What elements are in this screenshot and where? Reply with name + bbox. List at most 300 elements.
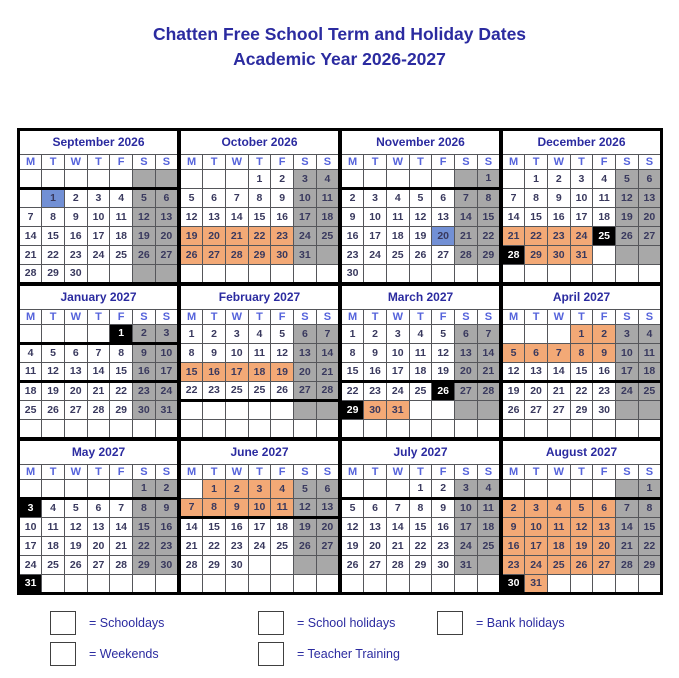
week-row [341,207,500,226]
date-cell [593,419,616,438]
date-cell [364,169,387,188]
legend [17,611,663,675]
date-cell: 1 [638,479,661,498]
page-title-line1: Chatten Free School Term and Holiday Dates [152,24,527,44]
date-cell [502,169,525,188]
month-header-row [180,130,339,154]
date-cell: 18 [271,517,294,536]
date-cell: 31 [294,245,317,264]
date-cell: 13 [294,343,317,362]
day-header: S [616,154,639,169]
day-header: T [364,464,387,479]
week-row [19,324,178,343]
date-cell: 13 [203,207,226,226]
week-row [19,574,178,593]
date-cell: 30 [502,574,525,593]
day-header: T [364,154,387,169]
day-header-row [502,309,661,324]
week-row [180,169,339,188]
date-cell: 20 [64,381,87,400]
date-cell [271,419,294,438]
day-header: M [502,309,525,324]
week-row [502,362,661,381]
date-cell: 5 [502,343,525,362]
date-cell: 20 [155,226,178,245]
date-cell: 24 [386,381,409,400]
date-cell [64,324,87,343]
date-cell: 22 [42,245,65,264]
date-cell: 6 [593,498,616,517]
date-cell: 23 [271,226,294,245]
date-cell: 5 [133,188,156,207]
date-cell: 11 [386,207,409,226]
day-header-row [341,309,500,324]
date-cell: 2 [547,169,570,188]
date-cell [502,419,525,438]
date-cell [19,324,42,343]
date-cell: 9 [203,343,226,362]
day-header: W [547,464,570,479]
date-cell [386,264,409,283]
date-cell: 29 [638,555,661,574]
date-cell [477,574,500,593]
month-title: March 2027 [341,285,500,309]
day-header: T [248,309,271,324]
date-cell [271,574,294,593]
date-cell: 9 [271,188,294,207]
date-cell: 26 [42,400,65,419]
week-row [502,207,661,226]
date-cell: 30 [64,264,87,283]
date-cell [386,419,409,438]
date-cell: 15 [110,362,133,381]
date-cell: 4 [477,479,500,498]
date-cell: 29 [203,555,226,574]
date-cell: 27 [432,245,455,264]
date-cell [110,169,133,188]
date-cell: 26 [133,245,156,264]
date-cell: 29 [409,555,432,574]
date-cell: 11 [477,498,500,517]
school-holiday-swatch [258,611,284,635]
month-title: October 2026 [180,130,339,154]
date-cell: 18 [638,362,661,381]
date-cell [87,169,110,188]
date-cell: 17 [225,362,248,381]
date-cell: 7 [180,498,203,517]
week-row [502,574,661,593]
date-cell: 28 [455,245,478,264]
bank-holiday-swatch [437,611,463,635]
week-row [180,343,339,362]
date-cell: 23 [502,555,525,574]
date-cell [19,188,42,207]
week-row [502,517,661,536]
date-cell [180,169,203,188]
date-cell: 14 [110,517,133,536]
day-header: T [364,309,387,324]
date-cell: 1 [409,479,432,498]
date-cell: 9 [593,343,616,362]
date-cell: 23 [432,536,455,555]
date-cell: 8 [525,188,548,207]
date-cell: 6 [87,498,110,517]
date-cell: 12 [271,343,294,362]
week-row [341,169,500,188]
day-header: F [593,309,616,324]
day-header: T [570,154,593,169]
date-cell [364,264,387,283]
date-cell: 13 [638,188,661,207]
month-july-2027 [340,439,501,594]
date-cell: 30 [225,555,248,574]
day-header: S [133,154,156,169]
month-header-row [19,285,178,309]
date-cell: 26 [180,245,203,264]
date-cell [316,419,339,438]
date-cell [248,264,271,283]
date-cell: 27 [87,555,110,574]
date-cell [294,419,317,438]
week-row [180,419,339,438]
date-cell: 24 [364,245,387,264]
day-header: S [294,154,317,169]
date-cell: 29 [42,264,65,283]
day-header-row [341,154,500,169]
date-cell: 12 [294,498,317,517]
date-cell: 3 [525,498,548,517]
date-cell: 10 [364,207,387,226]
date-cell: 31 [525,574,548,593]
date-cell: 25 [409,381,432,400]
date-cell: 20 [525,381,548,400]
week-row [502,226,661,245]
date-cell: 2 [155,479,178,498]
day-header: S [294,309,317,324]
date-cell: 15 [525,207,548,226]
date-cell: 15 [409,517,432,536]
date-cell: 4 [19,343,42,362]
week-row [180,381,339,400]
date-cell: 6 [294,324,317,343]
date-cell [547,479,570,498]
week-row [19,188,178,207]
week-row [180,574,339,593]
date-cell: 2 [203,324,226,343]
day-header: W [64,309,87,324]
day-header: F [432,154,455,169]
date-cell: 4 [110,188,133,207]
date-cell: 22 [341,381,364,400]
date-cell: 11 [248,343,271,362]
date-cell [525,479,548,498]
date-cell: 16 [502,536,525,555]
day-header-row [180,309,339,324]
date-cell [455,574,478,593]
date-cell: 29 [133,555,156,574]
date-cell: 5 [409,188,432,207]
date-cell: 22 [133,536,156,555]
date-cell: 4 [409,324,432,343]
week-row [19,343,178,362]
date-cell [42,479,65,498]
legend-item-weekends [50,642,159,666]
date-cell: 7 [386,498,409,517]
day-header: F [593,154,616,169]
date-cell [316,264,339,283]
week-row [19,207,178,226]
legend-label: = Bank holidays [476,616,565,630]
week-row [502,381,661,400]
date-cell: 11 [110,207,133,226]
date-cell: 13 [64,362,87,381]
day-header: M [341,309,364,324]
date-cell: 25 [477,536,500,555]
day-header: S [477,154,500,169]
week-row [19,226,178,245]
date-cell: 21 [110,536,133,555]
day-header: W [64,464,87,479]
week-row [502,419,661,438]
day-header: S [638,464,661,479]
date-cell: 5 [432,324,455,343]
date-cell: 1 [203,479,226,498]
day-header: T [525,309,548,324]
date-cell [225,264,248,283]
date-cell [271,400,294,419]
date-cell: 19 [616,207,639,226]
date-cell: 12 [341,517,364,536]
date-cell [87,264,110,283]
week-row [502,498,661,517]
month-january-2027 [18,284,179,439]
week-row [502,245,661,264]
date-cell: 12 [432,343,455,362]
date-cell: 10 [19,517,42,536]
date-cell: 18 [42,536,65,555]
date-cell: 21 [87,381,110,400]
date-cell [570,264,593,283]
date-cell: 27 [64,400,87,419]
date-cell: 19 [294,517,317,536]
date-cell: 26 [341,555,364,574]
date-cell: 2 [502,498,525,517]
day-header-row [341,464,500,479]
date-cell: 7 [87,343,110,362]
date-cell: 3 [386,324,409,343]
date-cell: 30 [432,555,455,574]
date-cell: 12 [502,362,525,381]
date-cell [203,264,226,283]
date-cell [155,169,178,188]
date-cell: 5 [271,324,294,343]
day-header: M [180,309,203,324]
date-cell [248,419,271,438]
month-header-row [180,440,339,464]
day-header: M [341,464,364,479]
date-cell [64,574,87,593]
date-cell: 24 [455,536,478,555]
date-cell: 24 [616,381,639,400]
date-cell: 1 [110,324,133,343]
week-row [180,362,339,381]
date-cell: 21 [616,536,639,555]
date-cell: 26 [271,381,294,400]
date-cell: 10 [248,498,271,517]
day-header: T [409,309,432,324]
date-cell: 20 [294,362,317,381]
date-cell: 28 [316,381,339,400]
month-title: December 2026 [502,130,661,154]
week-row [180,400,339,419]
date-cell: 30 [547,245,570,264]
date-cell: 15 [42,226,65,245]
day-header: F [432,464,455,479]
date-cell: 24 [248,536,271,555]
date-cell: 15 [638,517,661,536]
date-cell: 11 [316,188,339,207]
date-cell [386,479,409,498]
date-cell: 28 [225,245,248,264]
day-header: S [616,464,639,479]
month-title: April 2027 [502,285,661,309]
date-cell: 30 [133,400,156,419]
date-cell: 22 [203,536,226,555]
date-cell: 29 [110,400,133,419]
date-cell [64,419,87,438]
day-header: T [409,464,432,479]
day-header: F [110,154,133,169]
date-cell: 23 [64,245,87,264]
week-row [502,555,661,574]
date-cell: 19 [64,536,87,555]
schoolday-swatch [50,611,76,635]
date-cell [616,479,639,498]
month-october-2026 [179,129,340,284]
date-cell: 19 [133,226,156,245]
date-cell: 3 [364,188,387,207]
week-row [502,169,661,188]
date-cell: 9 [155,498,178,517]
week-row [502,400,661,419]
day-header-row [180,464,339,479]
date-cell [316,574,339,593]
date-cell [432,264,455,283]
date-cell: 21 [316,362,339,381]
month-title: August 2027 [502,440,661,464]
date-cell: 17 [248,517,271,536]
month-header-row [180,285,339,309]
date-cell: 18 [593,207,616,226]
date-cell: 9 [432,498,455,517]
day-header: S [477,309,500,324]
date-cell: 16 [64,226,87,245]
date-cell: 17 [455,517,478,536]
date-cell: 12 [42,362,65,381]
day-header-row [19,154,178,169]
month-title: May 2027 [19,440,178,464]
date-cell: 16 [225,517,248,536]
month-header-row [341,130,500,154]
date-cell: 20 [593,536,616,555]
week-row [502,264,661,283]
date-cell: 28 [87,400,110,419]
date-cell: 22 [180,381,203,400]
date-cell [155,574,178,593]
date-cell: 2 [133,324,156,343]
date-cell: 3 [19,498,42,517]
date-cell: 10 [87,207,110,226]
day-header: T [203,154,226,169]
date-cell [42,169,65,188]
date-cell: 6 [455,324,478,343]
date-cell: 16 [547,207,570,226]
date-cell: 26 [409,245,432,264]
week-row [19,264,178,283]
date-cell [180,479,203,498]
week-row [341,343,500,362]
date-cell: 17 [87,226,110,245]
week-row [341,536,500,555]
date-cell: 27 [364,555,387,574]
date-cell: 16 [203,362,226,381]
date-cell: 9 [225,498,248,517]
date-cell [155,264,178,283]
legend-label: = Schooldays [89,616,165,630]
date-cell: 16 [155,517,178,536]
date-cell: 28 [110,555,133,574]
date-cell: 4 [547,498,570,517]
date-cell: 27 [455,381,478,400]
week-row [19,419,178,438]
week-row [19,536,178,555]
date-cell: 15 [180,362,203,381]
date-cell: 10 [525,517,548,536]
date-cell: 26 [570,555,593,574]
date-cell: 1 [341,324,364,343]
week-row [341,555,500,574]
date-cell [133,264,156,283]
date-cell: 4 [638,324,661,343]
month-header-row [19,440,178,464]
date-cell [547,264,570,283]
date-cell [42,574,65,593]
date-cell: 7 [110,498,133,517]
date-cell: 2 [593,324,616,343]
date-cell: 8 [180,343,203,362]
date-cell: 8 [638,498,661,517]
date-cell [294,555,317,574]
week-row [19,245,178,264]
legend-label: = School holidays [297,616,396,630]
day-header: M [180,464,203,479]
week-row [19,381,178,400]
date-cell: 25 [225,381,248,400]
date-cell: 14 [616,517,639,536]
date-cell: 15 [133,517,156,536]
date-cell: 29 [570,400,593,419]
date-cell [502,324,525,343]
day-header: W [547,154,570,169]
date-cell: 23 [225,536,248,555]
date-cell: 13 [87,517,110,536]
date-cell: 14 [87,362,110,381]
date-cell: 2 [341,188,364,207]
date-cell: 11 [547,517,570,536]
week-row [180,207,339,226]
week-row [502,324,661,343]
date-cell: 29 [525,245,548,264]
